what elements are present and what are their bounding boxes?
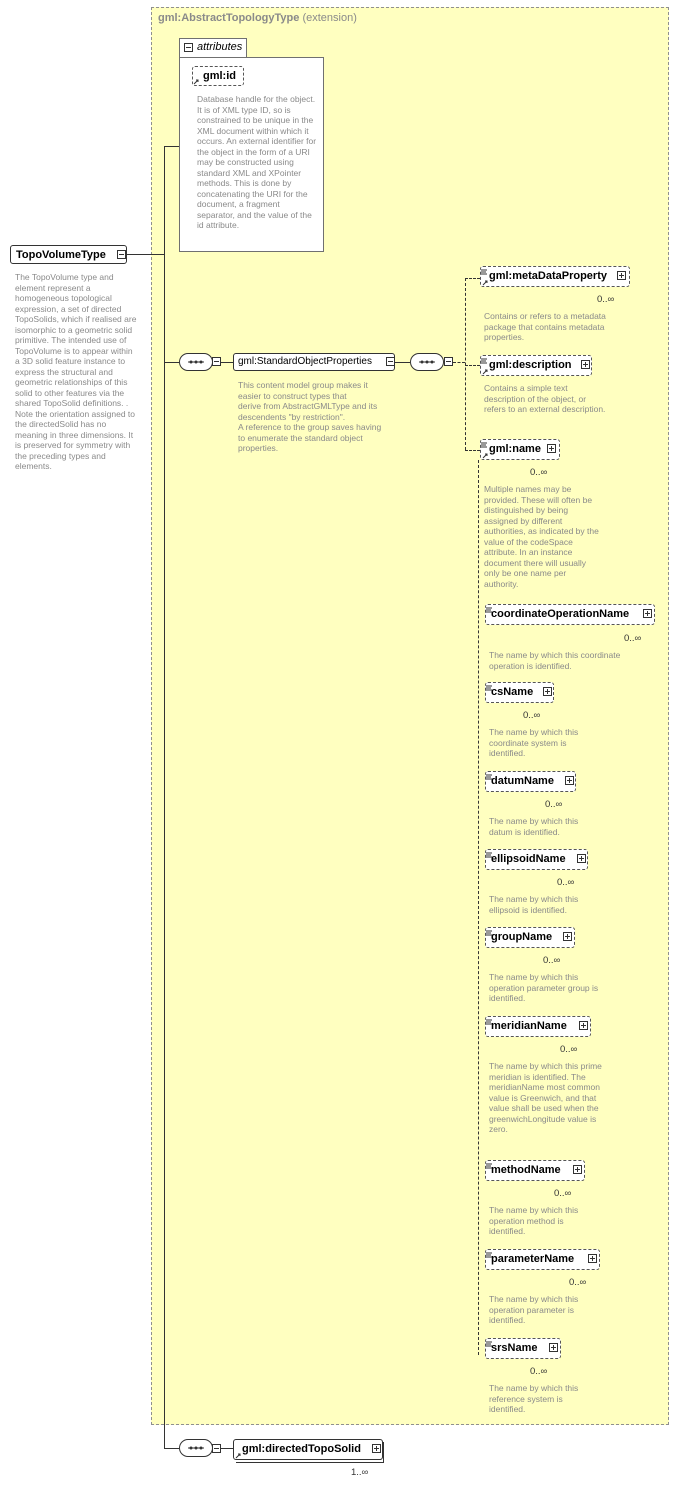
documentation-lines-icon	[486, 774, 494, 780]
element-doc: The name by which this operation method is identified.	[489, 1205, 579, 1236]
connector-line	[164, 1448, 179, 1449]
documentation-lines-icon	[486, 1163, 494, 1169]
element-cardinality: 0..∞	[624, 633, 642, 644]
connector-line	[164, 146, 179, 147]
element-coordinateoperationname[interactable]	[485, 604, 655, 625]
documentation-lines-icon	[481, 269, 489, 275]
element-label: srsName	[491, 1342, 538, 1354]
extension-type-name: gml:AbstractTopologyType	[158, 12, 300, 24]
element-doc: Contains or refers to a metadata package that contains metadata properties.	[484, 311, 606, 342]
element-cardinality: 0..∞	[545, 799, 563, 810]
attribute-gml-id-label: gml:id	[203, 70, 236, 82]
element-cardinality: 1..∞	[351, 1467, 369, 1478]
reference-arrow-icon	[193, 78, 200, 85]
element-label: gml:metaDataProperty	[489, 270, 607, 282]
element-datumname[interactable]	[485, 771, 576, 792]
expand-plus-icon[interactable]	[617, 271, 626, 280]
element-doc: The name by which this coordinate operation is identified.	[489, 650, 621, 671]
sequence-compositor-inner[interactable]	[410, 353, 444, 371]
element-label: methodName	[491, 1164, 561, 1176]
group-doc: This content model group makes it easier to construct types that derive from AbstractGMLType and its descendents "by restriction". A reference to the group saves having to enumerate the standard object properties.	[238, 380, 382, 453]
extension-title	[158, 12, 357, 24]
element-doc: The name by which this coordinate system is identified.	[489, 727, 579, 758]
element-doc: The name by which this operation parameter group is identified.	[489, 972, 599, 1003]
reference-arrow-icon	[482, 368, 489, 375]
documentation-lines-icon	[486, 1019, 494, 1025]
element-methodname[interactable]	[485, 1160, 585, 1181]
expand-plus-icon[interactable]	[372, 1444, 381, 1453]
collapse-group-icon[interactable]	[386, 357, 395, 366]
element-cardinality: 0..∞	[560, 1044, 578, 1055]
element-groupname[interactable]	[485, 927, 575, 948]
collapse-sequence-bottom-icon[interactable]	[212, 1444, 221, 1453]
element-doc: The name by which this operation parameter is identified.	[489, 1294, 579, 1325]
sequence-compositor[interactable]	[179, 353, 213, 371]
connector-line	[395, 362, 410, 363]
element-label: ellipsoidName	[491, 853, 566, 865]
documentation-lines-icon	[481, 442, 489, 448]
connector-line	[453, 362, 465, 363]
element-cardinality: 0..∞	[530, 1366, 548, 1377]
documentation-lines-icon	[481, 358, 489, 364]
expand-plus-icon[interactable]	[643, 609, 652, 618]
element-label: meridianName	[491, 1020, 567, 1032]
connector-line	[127, 254, 165, 255]
element-parametername[interactable]	[485, 1249, 600, 1270]
documentation-lines-icon	[486, 1252, 494, 1258]
sequence-dots-icon	[180, 354, 212, 370]
element-meridianname[interactable]	[485, 1016, 591, 1037]
element-label: gml:directedTopoSolid	[242, 1443, 361, 1455]
element-cardinality: 0..∞	[569, 1277, 587, 1288]
connector-line	[465, 278, 480, 279]
collapse-root-icon[interactable]	[117, 250, 126, 259]
element-label: parameterName	[491, 1253, 575, 1265]
expand-plus-icon[interactable]	[543, 687, 552, 696]
connector-line	[221, 362, 233, 363]
connector-line	[221, 1448, 233, 1449]
expand-plus-icon[interactable]	[588, 1254, 597, 1263]
root-element-label: TopoVolumeType	[16, 249, 106, 261]
sequence-dots-icon	[411, 354, 443, 370]
expand-plus-icon[interactable]	[577, 854, 586, 863]
connector-line	[164, 362, 179, 363]
documentation-lines-icon	[486, 930, 494, 936]
element-ellipsoidname[interactable]	[485, 849, 588, 870]
group-label: gml:StandardObjectProperties	[238, 356, 372, 367]
element-doc: Multiple names may be provided. These will often be distinguished by being assigned by different authorities, as indicated by the value of the codeSpace attribute. In an instance document there will usually only be one name per authority.	[484, 484, 599, 589]
element-doc: The name by which this prime meridian is identified. The meridianName most common value is Greenwich, and that value shall be used when the greenwichLongitude value is zero.	[489, 1061, 602, 1134]
documentation-lines-icon	[486, 607, 494, 613]
element-doc: The name by which this reference system is identified.	[489, 1383, 579, 1414]
element-doc: Contains a simple text description of the object, or refers to an external description.	[484, 383, 606, 414]
reference-arrow-icon	[235, 1452, 242, 1459]
root-element-doc: The TopoVolume type and element represent a homogeneous topological expression, a set of directed TopoSolids, which if realised are isomorphic to a geometric solid primitive. The intended use of TopoVolume is to appear within a 3D solid feature instance to express the structural and geometric relationships of this solid to other features via the shared TopoSolid definitions. . Note the orientation assigned to the directedSolid has no meaning in three dimensions. It is preserved for symmetry with the preceding types and elements.	[15, 272, 137, 471]
element-cardinality: 0..∞	[530, 467, 548, 478]
element-label: datumName	[491, 775, 554, 787]
extension-suffix: (extension)	[302, 12, 357, 24]
element-cardinality: 0..∞	[554, 1188, 572, 1199]
expand-plus-icon[interactable]	[573, 1165, 582, 1174]
documentation-lines-icon	[486, 685, 494, 691]
element-cardinality: 0..∞	[597, 294, 615, 305]
element-doc: The name by which this datum is identified.	[489, 816, 579, 837]
reference-arrow-icon	[482, 452, 489, 459]
expand-plus-icon[interactable]	[581, 360, 590, 369]
element-cardinality: 0..∞	[523, 710, 541, 721]
expand-plus-icon[interactable]	[547, 444, 556, 453]
attribute-gml-id-doc: Database handle for the object. It is of XML type ID, so is constrained to be unique in the XML document within which it occurs. An external identifier for the object in the form of a URI may be constructed using standard XML and XPointer methods. This is done by concatenating the URI for the document, a fragment separator, and the value of the id attribute.	[197, 94, 317, 230]
root-element-topovolumetype[interactable]	[10, 245, 127, 264]
connector-line	[164, 146, 165, 1449]
collapse-sequence-icon[interactable]	[212, 357, 221, 366]
element-label: groupName	[491, 931, 553, 943]
documentation-lines-icon	[486, 852, 494, 858]
element-metadataproperty[interactable]	[480, 266, 630, 287]
sequence-dots-icon	[180, 1440, 212, 1456]
multiple-occurrence-shadow	[236, 1442, 384, 1463]
substitution-line	[478, 460, 479, 1355]
element-label: csName	[491, 686, 534, 698]
expand-plus-icon[interactable]	[565, 776, 574, 785]
connector-line	[465, 450, 480, 451]
element-doc: The name by which this ellipsoid is identified.	[489, 894, 579, 915]
collapse-attributes-icon[interactable]	[184, 43, 193, 52]
group-standard-object-properties[interactable]	[233, 353, 395, 371]
connector-line	[465, 278, 466, 450]
element-label: gml:name	[489, 443, 541, 455]
expand-plus-icon[interactable]	[579, 1021, 588, 1030]
element-description[interactable]	[480, 355, 592, 376]
documentation-lines-icon	[486, 1341, 494, 1347]
sequence-compositor-bottom[interactable]	[179, 1439, 213, 1457]
element-label: coordinateOperationName	[491, 608, 630, 620]
expand-plus-icon[interactable]	[563, 932, 572, 941]
collapse-sequence-inner-icon[interactable]	[444, 357, 453, 366]
connector-line	[465, 365, 480, 366]
reference-arrow-icon	[482, 279, 489, 286]
element-label: gml:description	[489, 359, 572, 371]
element-cardinality: 0..∞	[557, 877, 575, 888]
element-cardinality: 0..∞	[543, 955, 561, 966]
attributes-title: attributes	[197, 41, 243, 53]
expand-plus-icon[interactable]	[549, 1343, 558, 1352]
